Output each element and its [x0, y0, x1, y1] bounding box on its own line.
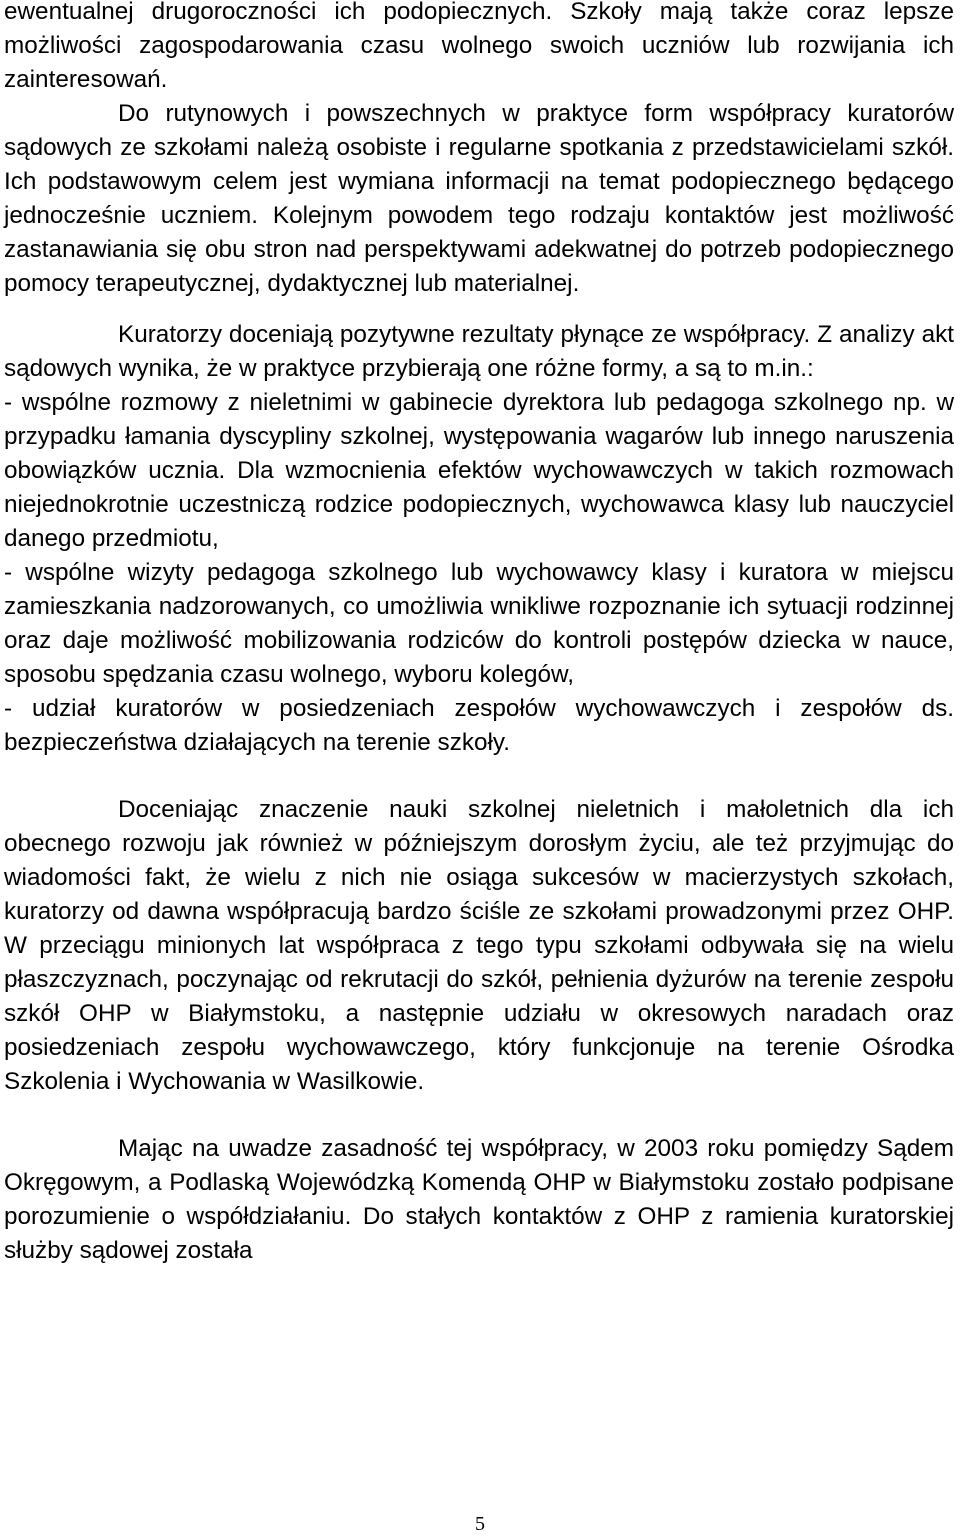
list-item: - wspólne wizyty pedagoga szkolnego lub wychowawcy klasy i kuratora w miejscu zamieszkania nadzorowanych, co umożliwia wnikliwe rozpoznanie ich sytuacji rodzinnej oraz daje możliwość mobilizowania rodziców do kontroli postępów dziecka w nauce, sposobu spędzania czasu wolnego, wyboru kolegów,: [4, 559, 954, 688]
paragraph-results: Kuratorzy doceniają pozytywne rezultaty płynące ze współpracy. Z analizy akt sądowych wynika, że w praktyce przybierają one różne formy, a są to m.in.:: [4, 321, 954, 382]
paragraph-agreement: Mając na uwadze zasadność tej współpracy, w 2003 roku pomiędzy Sądem Okręgowym, a Podlaską Wojewódzką Komendą OHP w Białymstoku zostało podpisane porozumienie o współdziałaniu. Do stałych kontaktów z OHP z ramienia kuratorskiej służby sądowej została: [4, 1135, 954, 1264]
page-number: 5: [475, 1513, 485, 1535]
paragraph-ohp-schools: Doceniając znaczenie nauki szkolnej nieletnich i małoletnich dla ich obecnego rozwoju jak również w późniejszym dorosłym życiu, ale też przyjmując do wiadomości fakt, że wielu z nich nie osiąga sukcesów w macierzystych szkołach, kuratorzy od dawna współpracują bardzo ściśle ze szkołami prowadzonymi przez OHP. W przeciągu minionych lat współpraca z tego typu szkołami odbywała się na wielu płaszczyznach, poczynając od rekrutacji do szkół, pełnienia dyżurów na terenie zespołu szkół OHP w Białymstoku, a następnie udziału w okresowych naradach oraz posiedzeniach zespołu wychowawczego, który funkcjonuje na terenie Ośrodka Szkolenia i Wychowania w Wasilkowie.: [4, 796, 954, 1095]
paragraph-continuation: ewentualnej drugoroczności ich podopiecznych. Szkoły mają także coraz lepsze możliwości zagospodarowania czasu wolnego swoich uczniów lub rozwijania ich zainteresowań.: [4, 0, 954, 93]
list-item: - udział kuratorów w posiedzeniach zespołów wychowawczych i zespołów ds. bezpieczeństwa działających na terenie szkoły.: [4, 695, 954, 756]
list-item: - wspólne rozmowy z nieletnimi w gabinecie dyrektora lub pedagoga szkolnego np. w przypadku łamania dyscypliny szkolnej, występowania wagarów lub innego naruszenia obowiązków ucznia. Dla wzmocnienia efektów wychowawczych w takich rozmowach niejednokrotnie uczestniczą rodzice podopiecznych, wychowawca klasy lub nauczyciel danego przedmiotu,: [4, 389, 954, 552]
paragraph-cooperation-forms: Do rutynowych i powszechnych w praktyce form współpracy kuratorów sądowych ze szkołami należą osobiste i regularne spotkania z przedstawicielami szkół. Ich podstawowym celem jest wymiana informacji na temat podopiecznego będącego jednocześnie uczniem. Kolejnym powodem tego rodzaju kontaktów jest możliwość zastanawiania się obu stron nad perspektywami adekwatnej do potrzeb podopiecznego pomocy terapeutycznej, dydaktycznej lub materialnej.: [4, 100, 954, 297]
